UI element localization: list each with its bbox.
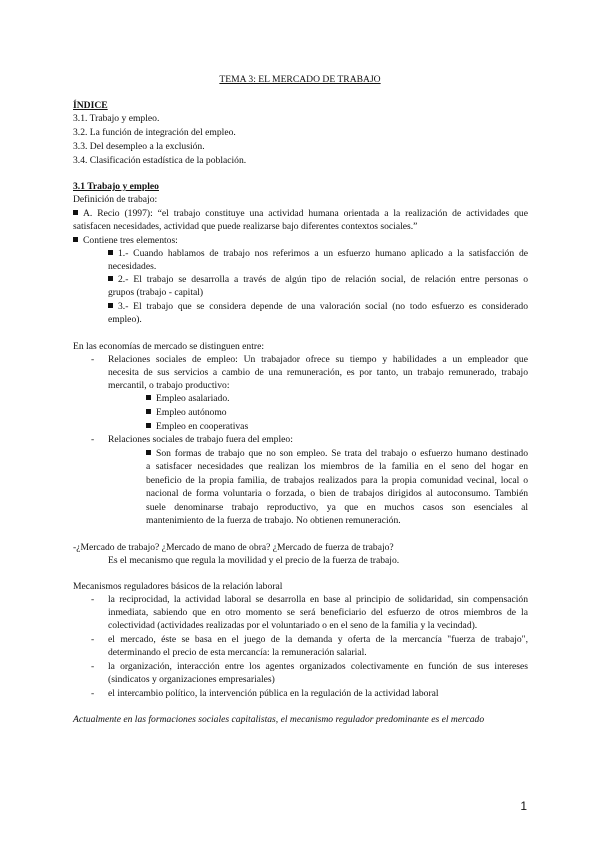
markets-intro: En las economías de mercado se distinguen entre: <box>73 341 265 352</box>
square-bullet-icon <box>108 250 113 255</box>
mechanism-organization-cont: (sindicatos y organizaciones empresariales) <box>108 674 275 685</box>
contains-label: Contiene tres elementos: <box>73 234 178 247</box>
mechanism-market: el mercado, éste se basa en el juego de la demanda y oferta de la mercancía "fuerza de trabajo", <box>108 634 528 645</box>
square-bullet-icon <box>146 395 151 400</box>
outside-description-cont: a satisfacer necesidades que realizan los miembros de la familia en el seno del hogar en <box>146 461 528 472</box>
mechanisms-heading: Mecanismos reguladores básicos de la relación laboral <box>73 581 283 592</box>
square-bullet-icon <box>73 237 78 242</box>
mechanism-market-cont: determinando el precio de esta mercancía: la remuneración salarial. <box>108 647 367 658</box>
index-item: 3.2. La función de integración del empleo. <box>73 127 236 138</box>
mechanism-political: el intercambio político, la intervención pública en la regulación de la actividad laboral <box>108 688 439 699</box>
mechanism-reciprocity-cont: inmediata, sabiendo que en otro momento se será beneficiario del esfuerzo de otros miembros de la <box>108 607 528 618</box>
dash-bullet: - <box>91 634 95 645</box>
square-bullet-icon <box>146 423 151 428</box>
definition-label: Definición de trabajo: <box>73 194 158 205</box>
recio-quote-cont: satisfacen necesidades, actividad que puede realizarse bajo diferentes contextos sociales.” <box>73 221 418 232</box>
dash-bullet: - <box>91 594 95 605</box>
employment-type: Empleo autónomo <box>146 406 227 419</box>
employment-relations: Relaciones sociales de empleo: Un trabajador ofrece su tiempo y habilidades a un empleador que <box>108 354 528 365</box>
element-1: 1.- Cuando hablamos de trabajo nos referimos a un esfuerzo humano aplicado a la satisfacción de <box>108 247 528 260</box>
mechanism-reciprocity-cont: colectividad (actividades realizadas por el voluntariado o en el seno de la familia y la vecindad). <box>108 620 478 631</box>
outside-description-cont: suele denominarse trabajo reproductivo, ya que en muchos casos son esenciales al <box>146 502 528 513</box>
dash-bullet: - <box>91 688 95 699</box>
mechanism-organization: la organización, interacción entre los agentes organizados colectivamente en función de sus intereses <box>108 661 528 672</box>
page-number: 1 <box>520 799 527 813</box>
element-3: 3.- El trabajo que se considera depende de una valoración social (no todo esfuerzo es considerado <box>108 300 528 313</box>
dash-bullet: - <box>91 434 95 445</box>
market-question: -¿Mercado de trabajo? ¿Mercado de mano de obra? ¿Mercado de fuerza de trabajo? <box>73 542 394 553</box>
square-bullet-icon <box>146 450 151 455</box>
section-heading: 3.1 Trabajo y empleo <box>73 181 159 192</box>
element-3-cont: empleo). <box>108 314 142 325</box>
square-bullet-icon <box>73 210 78 215</box>
element-2-cont: grupos (trabajo - capital) <box>108 287 204 298</box>
dash-bullet: - <box>91 354 95 365</box>
outside-description: Son formas de trabajo que no son empleo. Se trata del trabajo o esfuerzo humano destinado <box>146 447 528 460</box>
square-bullet-icon <box>108 303 113 308</box>
employment-type: Empleo en cooperativas <box>146 420 248 433</box>
employment-relations-cont: mercantil, o trabajo productivo: <box>108 380 230 391</box>
index-item: 3.1. Trabajo y empleo. <box>73 113 160 124</box>
closing-statement: Actualmente en las formaciones sociales capitalistas, el mecanismo regulador predominante es el mercado <box>73 714 485 725</box>
market-definition: Es el mecanismo que regula la movilidad y el precio de la fuerza de trabajo. <box>108 555 400 566</box>
employment-type: Empleo asalariado. <box>146 392 230 405</box>
employment-relations-cont: necesita de sus servicios a cambio de una remuneración, es por tanto, un trabajo remunerado, trabajo <box>108 367 528 378</box>
mechanism-reciprocity: la reciprocidad, la actividad laboral se desarrolla en base al principio de solidaridad, sin compensación <box>108 594 528 605</box>
index-item: 3.4. Clasificación estadística de la población. <box>73 155 247 166</box>
index-heading: ÍNDICE <box>73 100 108 111</box>
square-bullet-icon <box>108 276 113 281</box>
outside-description-cont: beneficio de la propia familia, de trabajos realizados para la propia comunidad vecinal, local o <box>146 475 528 486</box>
dash-bullet: - <box>91 661 95 672</box>
square-bullet-icon <box>146 409 151 414</box>
page-title: TEMA 3: EL MERCADO DE TRABAJO <box>219 74 381 85</box>
recio-quote: A. Recio (1997): “el trabajo constituye una actividad humana orientada a la realización de actividades que <box>73 207 528 220</box>
outside-description-cont: mantenimiento de la fuerza de trabajo. No obtienen remuneración. <box>146 515 401 526</box>
element-1-cont: necesidades. <box>108 261 157 272</box>
outside-employment-relations: Relaciones sociales de trabajo fuera del empleo: <box>108 434 293 445</box>
element-2: 2.- El trabajo se desarrolla a través de algún tipo de relación social, de relación entre personas o <box>108 273 528 286</box>
outside-description-cont: nacional de forma voluntaria o forzada, o bien de trabajos dirigidos al autoconsumo. También <box>146 488 528 499</box>
index-item: 3.3. Del desempleo a la exclusión. <box>73 141 205 152</box>
